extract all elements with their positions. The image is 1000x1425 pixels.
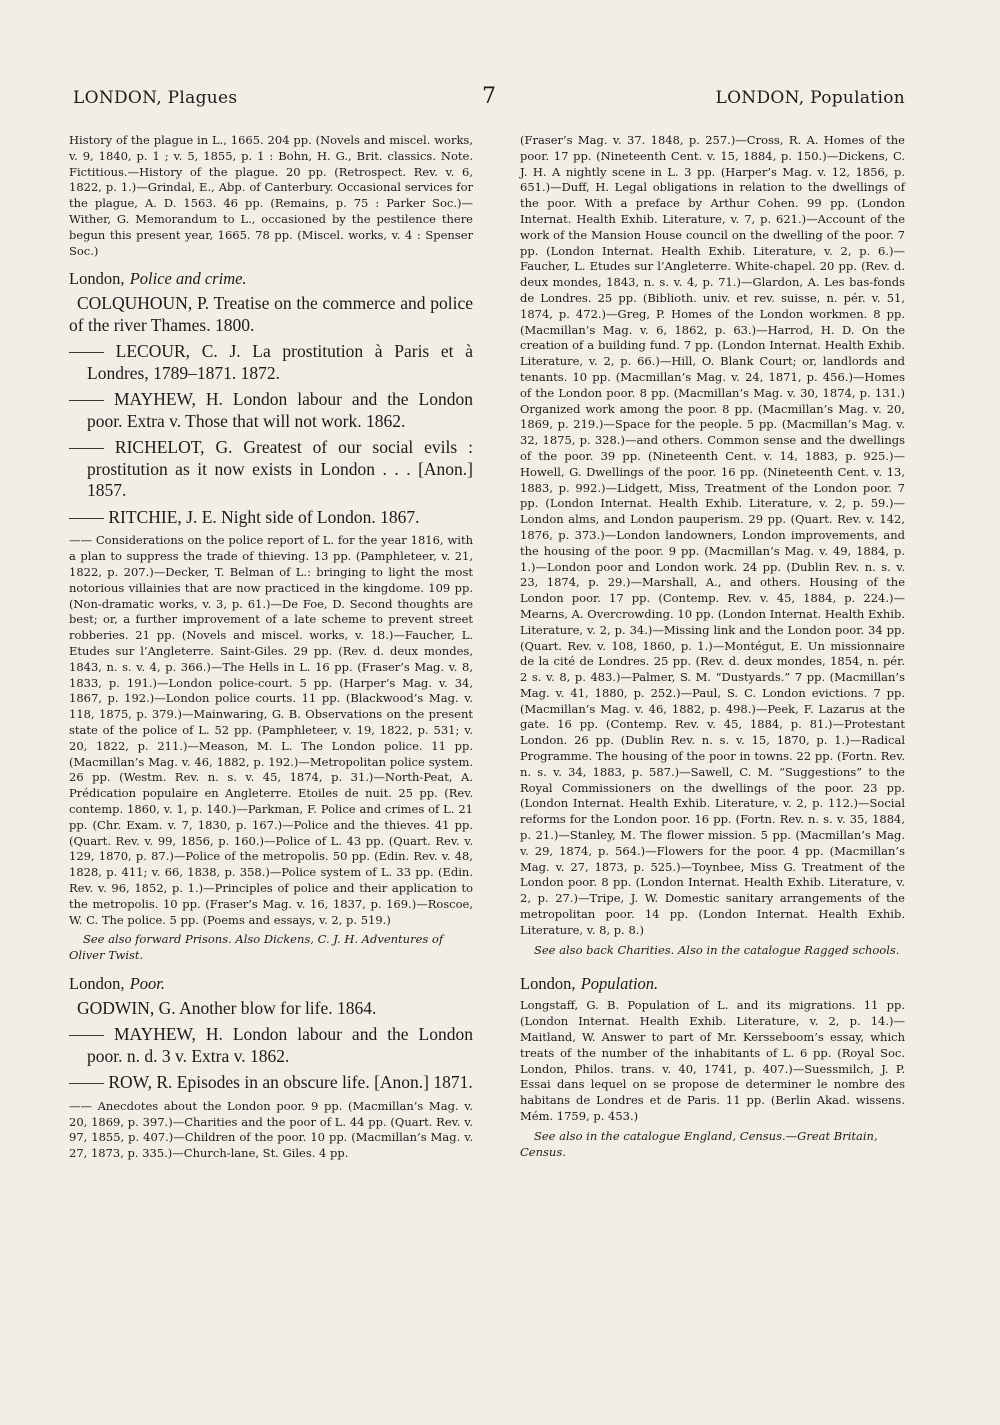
police-see-also: See also forward Prisons. Also Dickens, C. J. H. Adventures of Oliver Twist.: [69, 932, 444, 963]
poor-heading-sub: Poor.: [129, 973, 166, 993]
police-entry: —— LECOUR, C. J. La prostitution à Paris et à Londres, 1789–1871. 1872.: [69, 341, 473, 383]
police-entry: —— RITCHIE, J. E. Night side of London. 1867.: [69, 506, 420, 527]
police-article-entries: —— Considerations on the police report of L. for the year 1816, with a plan to suppress the trade of thieving. 13 pp. (Pamphleteer, v. 21, 1822, p. 207.)—Decker, T. Belman of L.: bringing to light the most notorious villainies that are now practiced in the kingdome. 109 pp. (Non-dramatic works, v. 3, p. 61.)—De Foe, D. Second thoughts are best; or, a further improvement of a late scheme to prevent street robberies. 21 pp. (Novels and miscel. works, v. 18.)—Faucher, L. Etudes sur l’Angleterre. Saint-Giles. 29 pp. (Rev. d. deux mondes, 1843, n. s. v. 4, p. 366.)—The Hells in L. 16 pp. (Fraser’s Mag. v. 8, 1833, p. 191.)—London police-court. 5 pp. (Harper’s Mag. v. 34, 1867, p. 192.)—London police courts. 11 pp. (Blackwood’s Mag. v. 118, 1875, p. 379.)—Mainwaring, G. B. Observations on the present state of the police of L. 52 pp. (Pamphleteer, v. 19, 1822, p. 531; v. 20, 1822, p. 211.)—Meason, M. L. The London police. 11 pp. (Macmillan’s Mag. v. 46, 1882, p. 192.)—Metropolitan police system. 26 pp. (Westm. Rev. n. s. v. 45, 1874, p. 31.)—North-Peat, A. Prédication populaire en Angleterre. Etoiles de nuit. 25 pp. (Rev. contemp. 1860, v. 1, p. 140.)—Parkman, F. Police and crimes of L. 21 pp. (Chr. Exam. v. 7, 1830, p. 167.)—Police and the thieves. 41 pp. (Quart. Rev. v. 99, 1856, p. 160.)—Police of L. 43 pp. (Quart. Rev. v. 129, 1870, p. 87.)—Police of the metropolis. 50 pp. (Edin. Rev. v. 48, 1828, p. 411; v. 66, 1838, p. 358.)—Police system of L. 33 pp. (Edin. Rev. v. 96, 1852, p. 1.)—Principles of police and their application to the metropolis. 10 pp. (Fraser’s Mag. v. 16, 1837, p. 169.)—Roscoe, W. C. The police. 5 pp. (Poems and essays, v. 2, p. 519.): [69, 533, 473, 927]
population-entries: Longstaff, G. B. Population of L. and its migrations. 11 pp. (London Internat. Health Exhib. Literature, v. 2, p. 14.)—Maitland, W. Answer to part of Mr. Kersseboom’s essay, which treats of the number of the inhabitants of L. 6 pp. (Royal Soc. London, Philos. trans. v. 40, 1741, p. 407.)—Suessmilch, J. P. Essai dans lequel on se propose de determiner le nombre des habitans de Londres et de Paris. 11 pp. (Berlin Akad. wissens. Mém. 1759, p. 453.): [520, 998, 905, 1124]
police-heading-main: London,: [69, 269, 125, 289]
plague-entries: History of the plague in L., 1665. 204 pp. (Novels and miscel. works, v. 9, 1840, p. 1 ; v. 5, 1855, p. 1 : Bohn, H. G., Brit. classics. Note. Fictitious.—History of the plague. 20 pp. (Retrospect. Rev. v. 6, 1822, p. 1.)—Grindal, E., Abp. of Canterbury. Occasional services for the plague, A. D. 1563. 46 pp. (Remains, p. 75 : Parker Soc.)—Wither, G. Memorandum to L., occasioned by the pestilence there begun this present year, 1665. 78 pp. (Miscel. works, v. 4 : Spenser Soc.): [69, 133, 473, 258]
running-header-left: LONDON, Plagues: [73, 88, 238, 108]
police-entry: COLQUHOUN, P. Treatise on the commerce and police of the river Thames. 1800.: [69, 293, 473, 335]
page-number: 7: [482, 84, 497, 109]
poor-entry: —— MAYHEW, H. London labour and the London poor. n. d. 3 v. Extra v. 1862.: [69, 1024, 473, 1066]
poor-article-entries-continued: (Fraser’s Mag. v. 37. 1848, p. 257.)—Cross, R. A. Homes of the poor. 17 pp. (Nineteenth Cent. v. 15, 1884, p. 150.)—Dickens, C. J. H. A nightly scene in L. 3 pp. (Harper’s Mag. v. 12, 1856, p. 651.)—Duff, H. Legal obligations in relation to the dwellings of the poor. With a preface by Arthur Cohen. 99 pp. (London Internat. Health Exhib. Literature, v. 7, p. 621.)—Account of the work of the Mansion House council on the dwelling of the poor. 7 pp. (London Internat. Health Exhib. Literature, v. 2, p. 6.)—Faucher, L. Etudes sur l’Angleterre. White-chapel. 20 pp. (Rev. d. deux mondes, 1843, n. s. v. 4, p. 71.)—Glardon, A. Les bas-fonds de Londres. 25 pp. (Biblioth. univ. et rev. suisse, n. pér. v. 51, 1874, p. 472.)—Greg, P. Homes of the London workmen. 8 pp. (Macmillan’s Mag. v. 6, 1862, p. 63.)—Harrod, H. D. On the creation of a building fund. 7 pp. (London Internat. Health Exhib. Literature, v. 2, p. 66.)—Hill, O. Blank Court; or, landlords and tenants. 10 pp. (Macmillan’s Mag. v. 24, 1871, p. 456.)—Homes of the London poor. 8 pp. (Macmillan’s Mag. v. 30, 1874, p. 131.) Organized work among the poor. 8 pp. (Macmillan’s Mag. v. 20, 1869, p. 219.)—Space for the people. 5 pp. (Macmillan’s Mag. v. 32, 1875, p. 328.)—and others. Common sense and the dwellings of the poor. 39 pp. (Nineteenth Cent. v. 14, 1883, p. 925.)—Howell, G. Dwellings of the poor. 16 pp. (Nineteenth Cent. v. 13, 1883, p. 992.)—Lidgett, Miss, Treatment of the London poor. 7 pp. (London Internat. Health Exhib. Literature, v. 2, p. 59.)—London alms, and London pauperism. 29 pp. (Quart. Rev. v. 142, 1876, p. 373.)—London landowners, London improvements, and the housing of the poor. 9 pp. (Macmillan’s Mag. v. 49, 1884, p. 1.)—London poor and London work. 24 pp. (Dublin Rev. n. s. v. 23, 1874, p. 29.)—Marshall, A., and others. Housing of the London poor. 17 pp. (Contemp. Rev. v. 45, 1884, p. 224.)—Mearns, A. Overcrowding. 10 pp. (London Internat. Health Exhib. Literature, v. 2, p. 34.)—Missing link and the London poor. 34 pp. (Quart. Rev. v. 108, 1860, p. 1.)—Montégut, E. Un missionnaire de la cité de Londres. 25 pp. (Rev. d. deux mondes, 1854, n. pér. 2 s. v. 8, p. 483.)—Palmer, S. M. “Dustyards.” 7 pp. (Macmillan’s Mag. v. 41, 1880, p. 252.)—Paul, S. C. London evictions. 7 pp. (Macmillan’s Mag. v. 46, 1882, p. 498.)—Peek, F. Lazarus at the gate. 16 pp. (Contemp. Rev. v. 45, 1884, p. 81.)—Protestant London. 26 pp. (Dublin Rev. n. s. v. 15, 1870, p. 1.)—Radical Programme. The housing of the poor in towns. 22 pp. (Fortn. Rev. n. s. v. 34, 1883, p. 587.)—Sawell, C. M. “Suggestions” to the Royal Commissioners on the dwellings of the poor. 23 pp. (London Internat. Health Exhib. Literature, v. 2, p. 112.)—Social reforms for the London poor. 16 pp. (Fortn. Rev. n. s. v. 35, 1884, p. 21.)—Stanley, M. The flower mission. 5 pp. (Macmillan’s Mag. v. 29, 1874, p. 564.)—Flowers for the poor. 4 pp. (Macmillan’s Mag. v. 27, 1873, p. 525.)—Toynbee, Miss G. Treatment of the London poor. 8 pp. (London Internat. Health Exhib. Literature, v. 2, p. 27.)—Tripe, J. W. Domestic sanitary arrangements of the metropolitan poor. 14 pp. (London Internat. Health Exhib. Literature, v. 8, p. 8.): [520, 133, 905, 937]
poor-heading-main: London,: [69, 973, 125, 993]
poor-entry: GODWIN, G. Another blow for life. 1864.: [77, 997, 377, 1018]
population-heading-sub: Population.: [580, 974, 659, 994]
poor-entry: —— ROW, R. Episodes in an obscure life. [Anon.] 1871.: [69, 1072, 473, 1093]
police-heading: [69, 269, 473, 289]
running-header-right: LONDON, Population: [715, 88, 905, 108]
left-column: [69, 133, 473, 1162]
population-heading: [520, 974, 905, 994]
police-heading-sub: Police and crime.: [129, 269, 247, 289]
poor-heading: [69, 974, 473, 994]
poor-article-entries: —— Anecdotes about the London poor. 9 pp. (Macmillan’s Mag. v. 20, 1869, p. 397.)—Charities and the poor of L. 44 pp. (Quart. Rev. v. 97, 1855, p. 407.)—Children of the poor. 10 pp. (Macmillan’s Mag. v. 27, 1873, p. 335.)—Church-lane, St. Giles. 4 pp.: [69, 1098, 473, 1161]
police-entry: —— MAYHEW, H. London labour and the London poor. Extra v. Those that will not work. 1862.: [69, 389, 473, 431]
population-see-also: See also in the catalogue England, Census.—Great Britain, Census.: [520, 1128, 878, 1159]
population-heading-main: London,: [520, 974, 576, 994]
police-entry: —— RICHELOT, G. Greatest of our social evils : prostitution as it now exists in London . . . [Anon.] 1857.: [69, 437, 473, 501]
right-column: [520, 133, 905, 1160]
poor-see-also: See also back Charities. Also in the catalogue Ragged schools.: [534, 942, 900, 957]
